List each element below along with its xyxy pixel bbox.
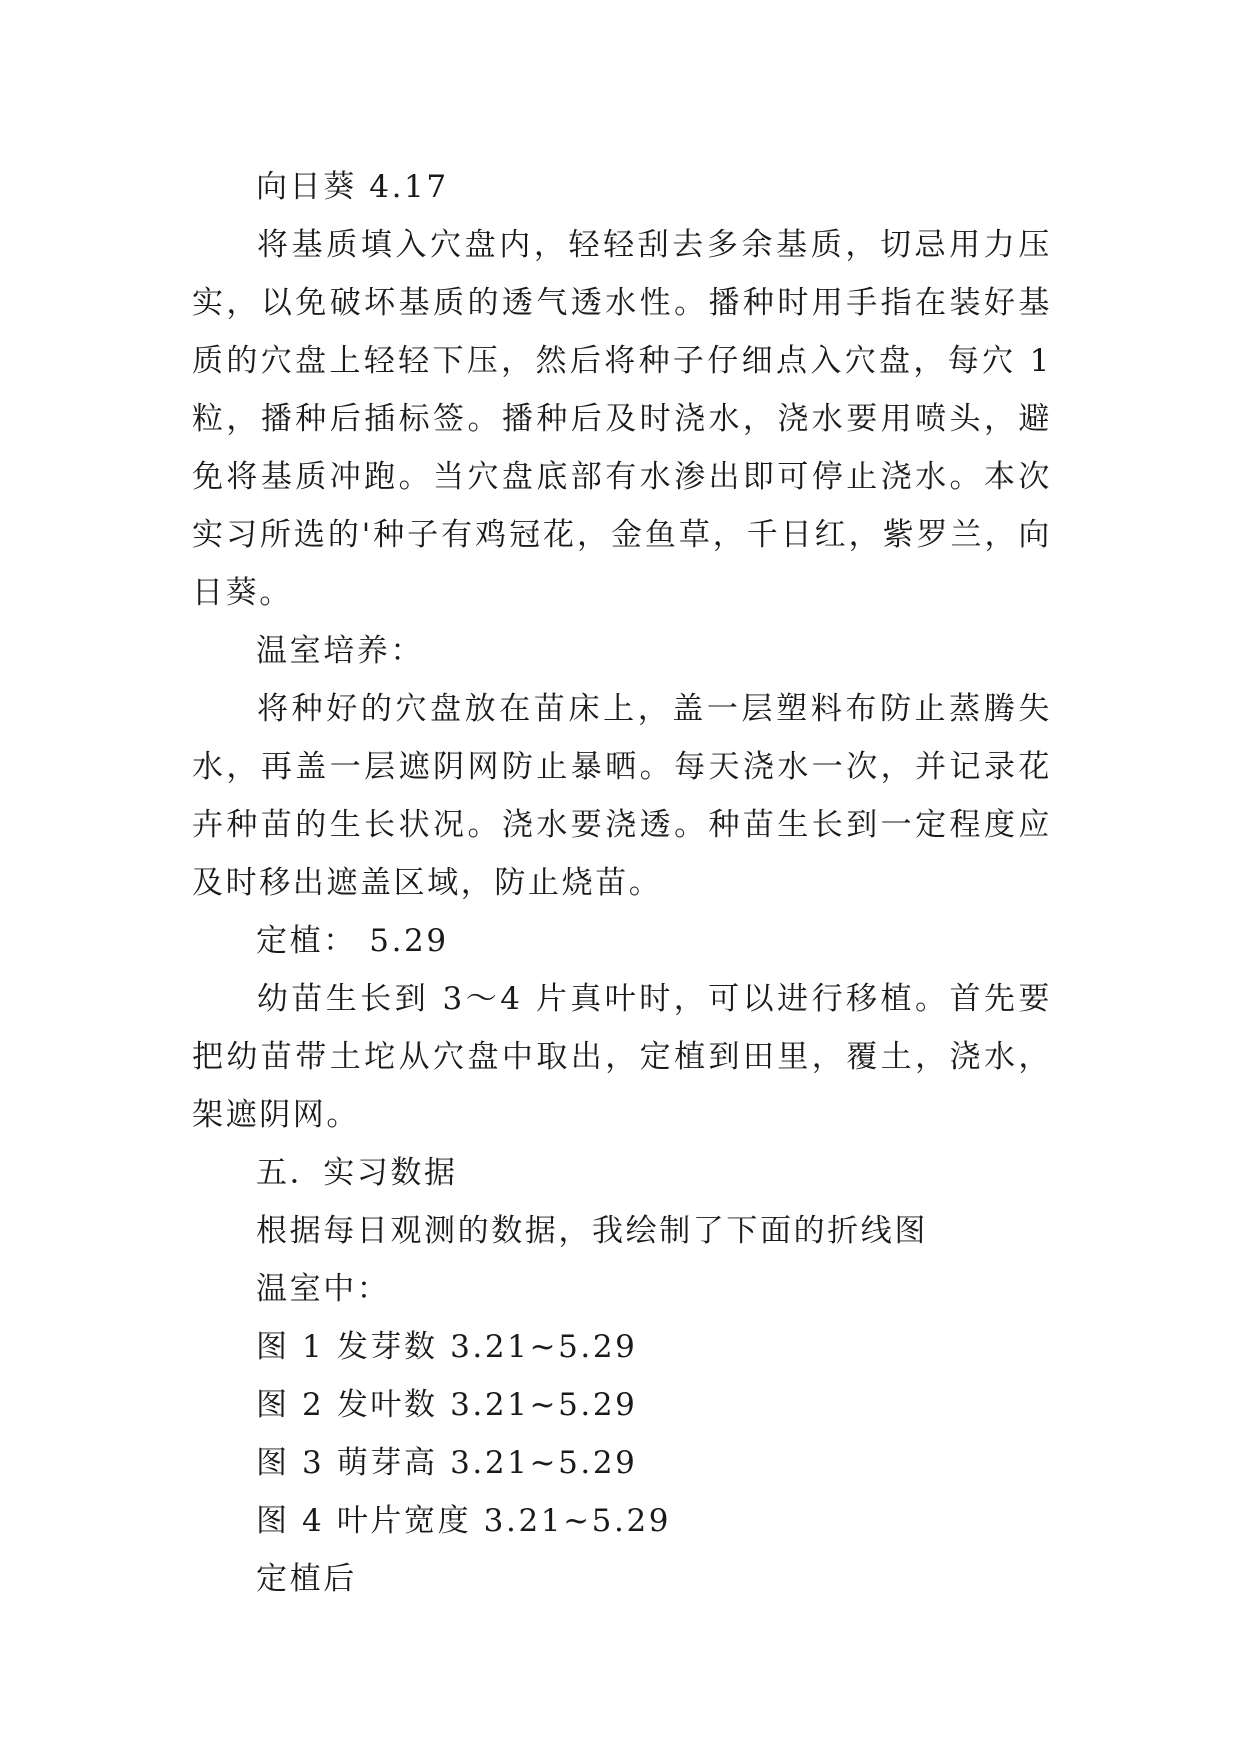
after-transplant-label: 定植后 <box>256 1561 357 1597</box>
figure-caption-1: 图 1 发芽数 3.21~5.29 <box>256 1329 638 1365</box>
document-page <box>192 158 1052 1608</box>
greenhouse-label: 温室中： <box>256 1271 391 1307</box>
heading-greenhouse: 温室培养： <box>256 633 424 669</box>
heading-sunflower: 向日葵 4.17 <box>256 169 449 205</box>
figure-caption-3: 图 3 萌芽高 3.21~5.29 <box>256 1445 638 1481</box>
figure-caption-2: 图 2 发叶数 3.21~5.29 <box>256 1387 638 1423</box>
paragraph-greenhouse: 将种好的穴盘放在苗床上，盖一层塑料布防止蒸腾失水，再盖一层遮阴网防止暴晒。每天浇水一次，并记录花卉种苗的生长状况。浇水要浇透。种苗生长到一定程度应及时移出遮盖区域，防止烧苗。 <box>192 691 1052 901</box>
figure-caption-4: 图 4 叶片宽度 3.21~5.29 <box>256 1503 672 1539</box>
paragraph-sowing: 将基质填入穴盘内，轻轻刮去多余基质，切忌用力压实，以免破坏基质的透气透水性。播种时用手指在装好基质的穴盘上轻轻下压，然后将种子仔细点入穴盘，每穴 1 粒，播种后插标签。播种后及时浇水，浇水要用喷头，避免将基质冲跑。当穴盘底部有水渗出即可停止浇水。本次实习所选的'种子有鸡冠花，金鱼草，千日红，紫罗兰，向日葵。 <box>192 227 1052 611</box>
section-heading-data: 五．实习数据 <box>256 1155 458 1191</box>
paragraph-transplant: 幼苗生长到 3～4 片真叶时，可以进行移植。首先要把幼苗带土坨从穴盘中取出，定植到田里，覆土，浇水，架遮阴网。 <box>192 981 1052 1133</box>
chart-intro-line: 根据每日观测的数据，我绘制了下面的折线图 <box>256 1213 928 1249</box>
heading-transplant: 定植： 5.29 <box>256 923 449 959</box>
